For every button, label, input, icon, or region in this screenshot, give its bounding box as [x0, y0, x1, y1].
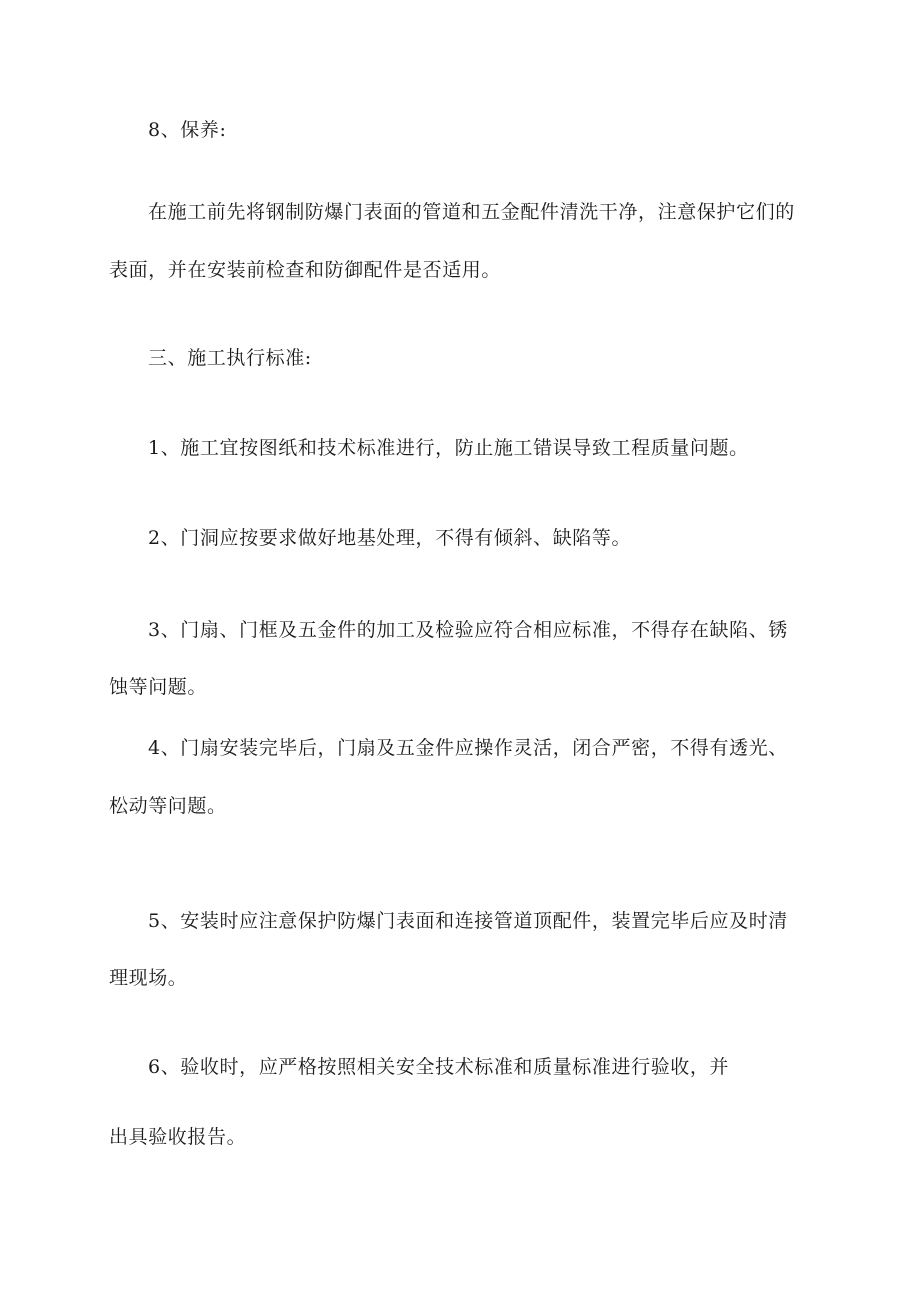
- standard-1-line-1: 1、施工宜按图纸和技术标准进行，防止施工错误导致工程质量问题。: [148, 437, 749, 459]
- standard-5-line-1: 5、安装时应注意保护防爆门表面和连接管道顶配件，装置完毕后应及时清: [148, 910, 788, 932]
- section-8-body-line-1: 在施工前先将钢制防爆门表面的管道和五金配件清洗干净，注意保护它们的: [148, 201, 795, 223]
- standard-3-line-1: 3、门扇、门框及五金件的加工及检验应符合相应标准，不得存在缺陷、锈: [148, 619, 788, 641]
- section-3-heading: 三、施工执行标准:: [148, 347, 312, 369]
- standard-5-line-2: 理现场。: [109, 967, 188, 989]
- standard-4-line-2: 松动等问题。: [109, 795, 227, 817]
- standard-6-line-2: 出具验收报告。: [109, 1126, 247, 1148]
- standard-2-line-1: 2、门洞应按要求做好地基处理，不得有倾斜、缺陷等。: [148, 527, 632, 549]
- section-8-heading: 8、保养:: [148, 119, 227, 141]
- section-8-body-line-2: 表面，并在安装前检查和防御配件是否适用。: [109, 259, 502, 281]
- standard-4-line-1: 4、门扇安装完毕后，门扇及五金件应操作灵活，闭合严密，不得有透光、: [148, 737, 788, 759]
- standard-3-line-2: 蚀等问题。: [109, 676, 208, 698]
- standard-6-line-1: 6、验收时，应严格按照相关安全技术标准和质量标准进行验收，并: [148, 1056, 730, 1078]
